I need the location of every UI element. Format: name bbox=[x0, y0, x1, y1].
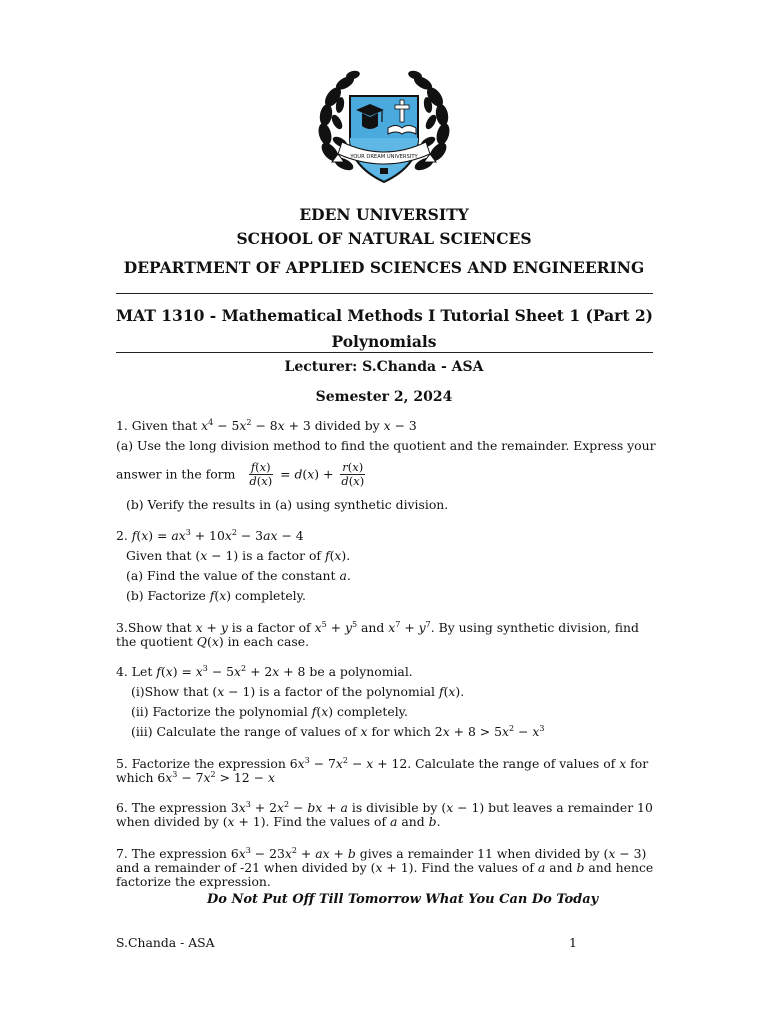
question-6-line-2: when divided by (x + 1). Find the values of a and b. bbox=[116, 814, 441, 829]
question-7-line-2: and a remainder of -21 when divided by (x + 1). Find the values of a and b and hence bbox=[116, 860, 654, 875]
question-2: 2. $f(x) = ax^3 + 10x^2 - 3ax - 4$ bbox=[116, 528, 304, 543]
topic-title: Polynomials bbox=[331, 332, 437, 351]
motto: Do Not Put Off Till Tomorrow What You Can Do Today bbox=[207, 892, 599, 907]
question-7: 7. The expression $6x^3 - 23x^2$ + ax + b gives a remainder 11 when divided by (x − 3) bbox=[116, 846, 647, 861]
university-logo bbox=[316, 70, 452, 186]
question-1: 1. Given that $x^4 - 5x^2 - 8x + 3$ divided by x − 3 bbox=[116, 418, 417, 433]
question-7-line-3: factorize the expression. bbox=[116, 874, 271, 889]
question-2-part-b: (b) Factorize f(x) completely. bbox=[126, 588, 306, 603]
header-rule-bottom bbox=[116, 352, 653, 353]
question-2-given: Given that (x − 1) is a factor of f(x). bbox=[126, 548, 351, 563]
question-1-answer-form: answer in the form $\frac{f(x)}{d(x)}$ = d(x) + $\frac{r(x)}{d(x)}$ bbox=[116, 460, 365, 488]
question-4: 4. Let $f(x) = x^3 - 5x^2 + 2x + 8$ be a polynomial. bbox=[116, 664, 413, 679]
question-4-part-iii: (iii) Calculate the range of values of x for which $2x + 8 > 5x^2 - x^3$ bbox=[131, 724, 545, 739]
question-4-part-ii: (ii) Factorize the polynomial f(x) completely. bbox=[131, 704, 408, 719]
tutorial-sheet-title: Tutorial Sheet 1 (Part 2) bbox=[440, 306, 653, 325]
university-name: EDEN UNIVERSITY bbox=[299, 205, 469, 224]
semester: Semester 2, 2024 bbox=[315, 389, 453, 405]
question-1-part-a: (a) Use the long division method to find the quotient and the remainder. Express your bbox=[116, 438, 656, 453]
question-5: 5. Factorize the expression $6x^3 - 7x^2 - x + 12$. Calculate the range of values of x for bbox=[116, 756, 649, 771]
logo-banner-text: YOUR DREAM UNIVERSITY bbox=[350, 154, 418, 160]
question-3-line-2: the quotient Q(x) in each case. bbox=[116, 634, 310, 649]
footer-author: S.Chanda - ASA bbox=[116, 935, 215, 950]
school-name: SCHOOL OF NATURAL SCIENCES bbox=[236, 229, 532, 248]
course-title: MAT 1310 - Mathematical Methods I bbox=[116, 306, 436, 325]
lecturer: Lecturer: S.Chanda - ASA bbox=[284, 359, 484, 375]
question-5-line-2: which $6x^3 - 7x^2 > 12 - x$ bbox=[116, 770, 275, 785]
department-name: DEPARTMENT OF APPLIED SCIENCES AND ENGINEERING bbox=[123, 258, 645, 277]
question-4-part-i: (i)Show that (x − 1) is a factor of the polynomial f(x). bbox=[131, 684, 465, 699]
header-rule-top bbox=[116, 293, 653, 294]
question-3: 3.Show that x + y is a factor of $x^5 + y^5$ and $x^7 + y^7$. By using synthetic division, find bbox=[116, 620, 639, 635]
question-2-part-a: (a) Find the value of the constant a. bbox=[126, 568, 351, 583]
question-6: 6. The expression $3x^3 + 2x^2$ − bx + a is divisible by (x − 1) but leaves a remainder 10 bbox=[116, 800, 653, 815]
question-1-part-b: (b) Verify the results in (a) using synthetic division. bbox=[126, 497, 449, 512]
page-number: 1 bbox=[569, 935, 577, 950]
